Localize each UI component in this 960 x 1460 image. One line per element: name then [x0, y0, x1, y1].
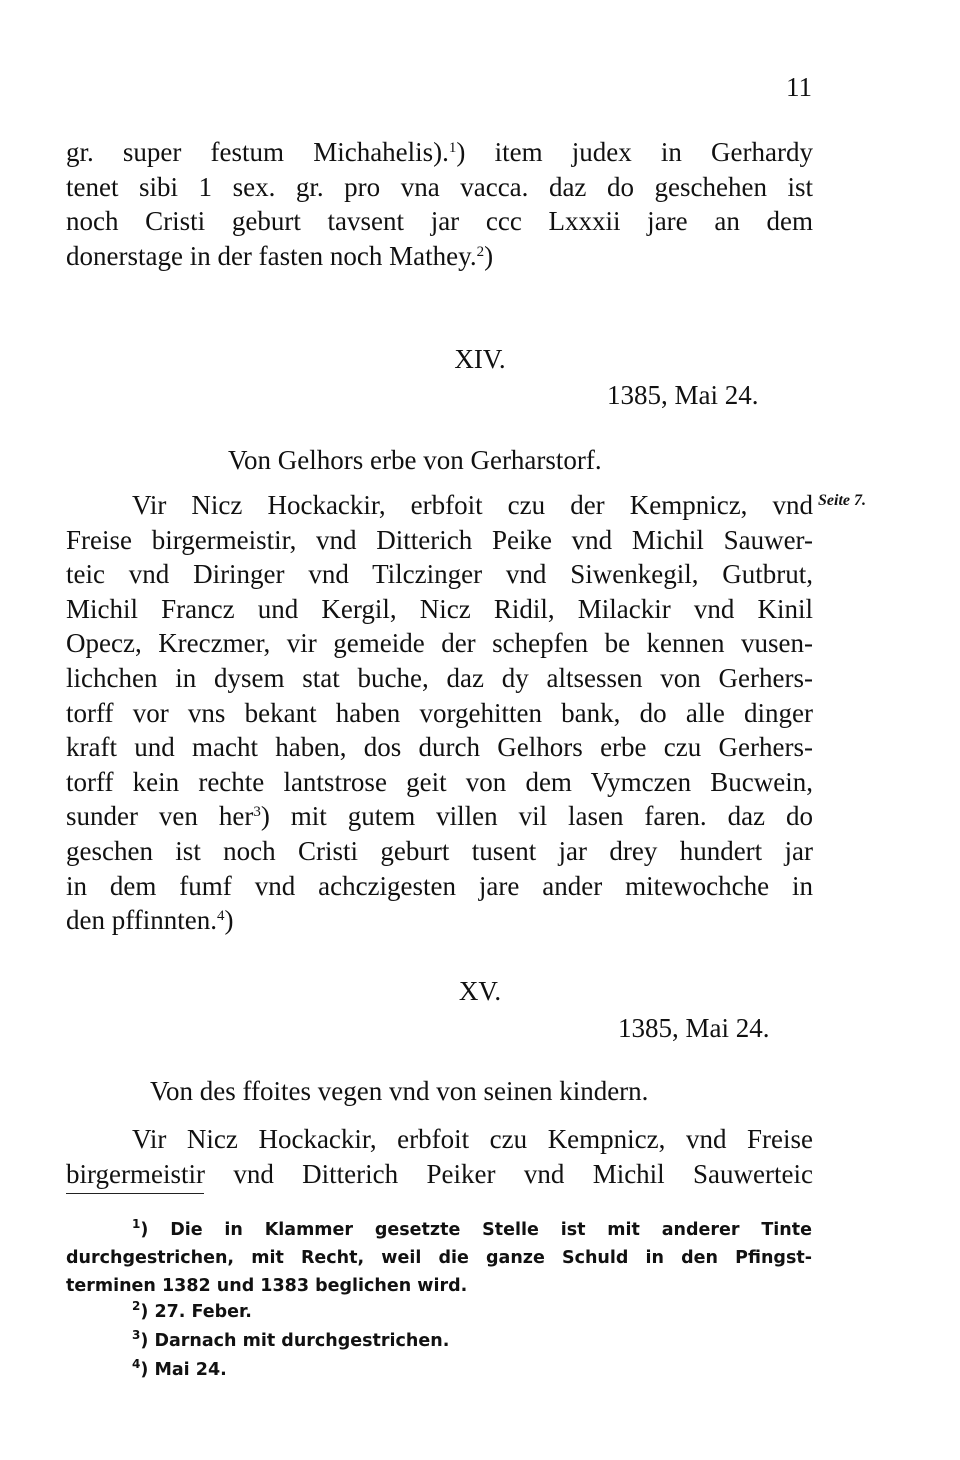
document-title-xv: Von des ffoites vegen vnd von seinen kindern. [150, 1076, 649, 1106]
text-line: sunder ven her$^3$) mit gutem villen vil lasen faren. daz do [66, 801, 813, 832]
document-date-xiv: 1385, Mai 24. [607, 380, 759, 410]
text-line: Vir Nicz Hockackir, erbfoit czu der Kempnicz, vnd [132, 490, 813, 520]
text-line: tenet sibi 1 sex. gr. pro vna vacca. daz do geschehen ist [66, 171, 813, 202]
document-number-xv: XV. [458, 976, 502, 1006]
footnote-ref: 3 [253, 804, 261, 821]
footnote-mark: 4 [132, 1357, 141, 1371]
document-number-xiv: XIV. [454, 344, 506, 374]
text-line: in dem fumf vnd achczigesten jare ander mitewochche in [66, 870, 813, 901]
footnote-2: $^2$) 27. Feber. [132, 1299, 252, 1322]
footnote-mark: 1 [132, 1217, 141, 1231]
footnote-4: $^4$) Mai 24. [132, 1357, 227, 1380]
margin-note: Seite 7. [818, 492, 866, 509]
text-line: Opecz, Kreczmer, vir gemeide der schepfen be kennen vusen- [66, 628, 813, 659]
text-line: donerstage in der fasten noch Mathey.$^2$) [66, 240, 494, 271]
footnote-ref: 4 [216, 908, 225, 925]
text-line: Michil Francz und Kergil, Nicz Ridil, Milackir vnd Kinil [66, 593, 813, 624]
text-line: torff vor vns bekant haben vorgehitten bank, do alle dinger [66, 697, 813, 728]
footnote-3: $^3$) Darnach mit durchgestrichen. [132, 1328, 450, 1351]
text-line: birgermeistir vnd Ditterich Peiker vnd Michil Sauwerteic [66, 1158, 813, 1189]
text-line: kraft und macht haben, dos durch Gelhors erbe czu Gerhers- [66, 732, 813, 763]
document-date-xv: 1385, Mai 24. [618, 1013, 770, 1043]
text-line: $^1$) Die in Klammer gesetzte Stelle ist mit anderer Tinte [132, 1217, 812, 1240]
text-line: Vir Nicz Hockackir, erbfoit czu Kempnicz, vnd Freise [132, 1124, 813, 1154]
document-body-xiv [66, 488, 813, 938]
footnote-divider [66, 1193, 204, 1194]
text-line: terminen 1382 und 1383 beglichen wird. [66, 1276, 468, 1296]
text-line: den pffinnten.$^4$) [66, 905, 234, 936]
document-body-xv [66, 1122, 813, 1191]
text-line: teic vnd Diringer vnd Tilczinger vnd Siwenkegil, Gutbrut, [66, 559, 813, 590]
text-line: lichchen in dysem stat buche, daz dy altsessen von Gerhers- [66, 662, 813, 693]
footnote-ref: 1 [448, 140, 457, 156]
text-line: torff kein rechte lantstrose geit von dem Vymczen Bucwein, [66, 766, 813, 797]
text-line: noch Cristi geburt tavsent jar ccc Lxxxii jare an dem [66, 206, 813, 237]
footnote-mark: 2 [132, 1299, 141, 1313]
text-line: durchgestrichen, mit Recht, weil die ganze Schuld in den Pfingst- [66, 1248, 812, 1268]
continuation-paragraph [66, 135, 813, 273]
document-title-xiv: Von Gelhors erbe von Gerharstorf. [228, 445, 602, 475]
footnote-ref: 2 [476, 243, 485, 260]
footnote-mark: 3 [132, 1328, 141, 1342]
text-line: gr. super festum Michahelis).$^1$) item judex in Gerhardy [66, 137, 813, 167]
text-line: geschen ist noch Cristi geburt tusent jar drey hundert jar [66, 835, 813, 866]
text-line: Freise birgermeistir, vnd Ditterich Peike vnd Michil Sauwer- [66, 524, 813, 555]
footnote-1 [66, 1216, 812, 1300]
page-number: 11 [786, 72, 812, 102]
